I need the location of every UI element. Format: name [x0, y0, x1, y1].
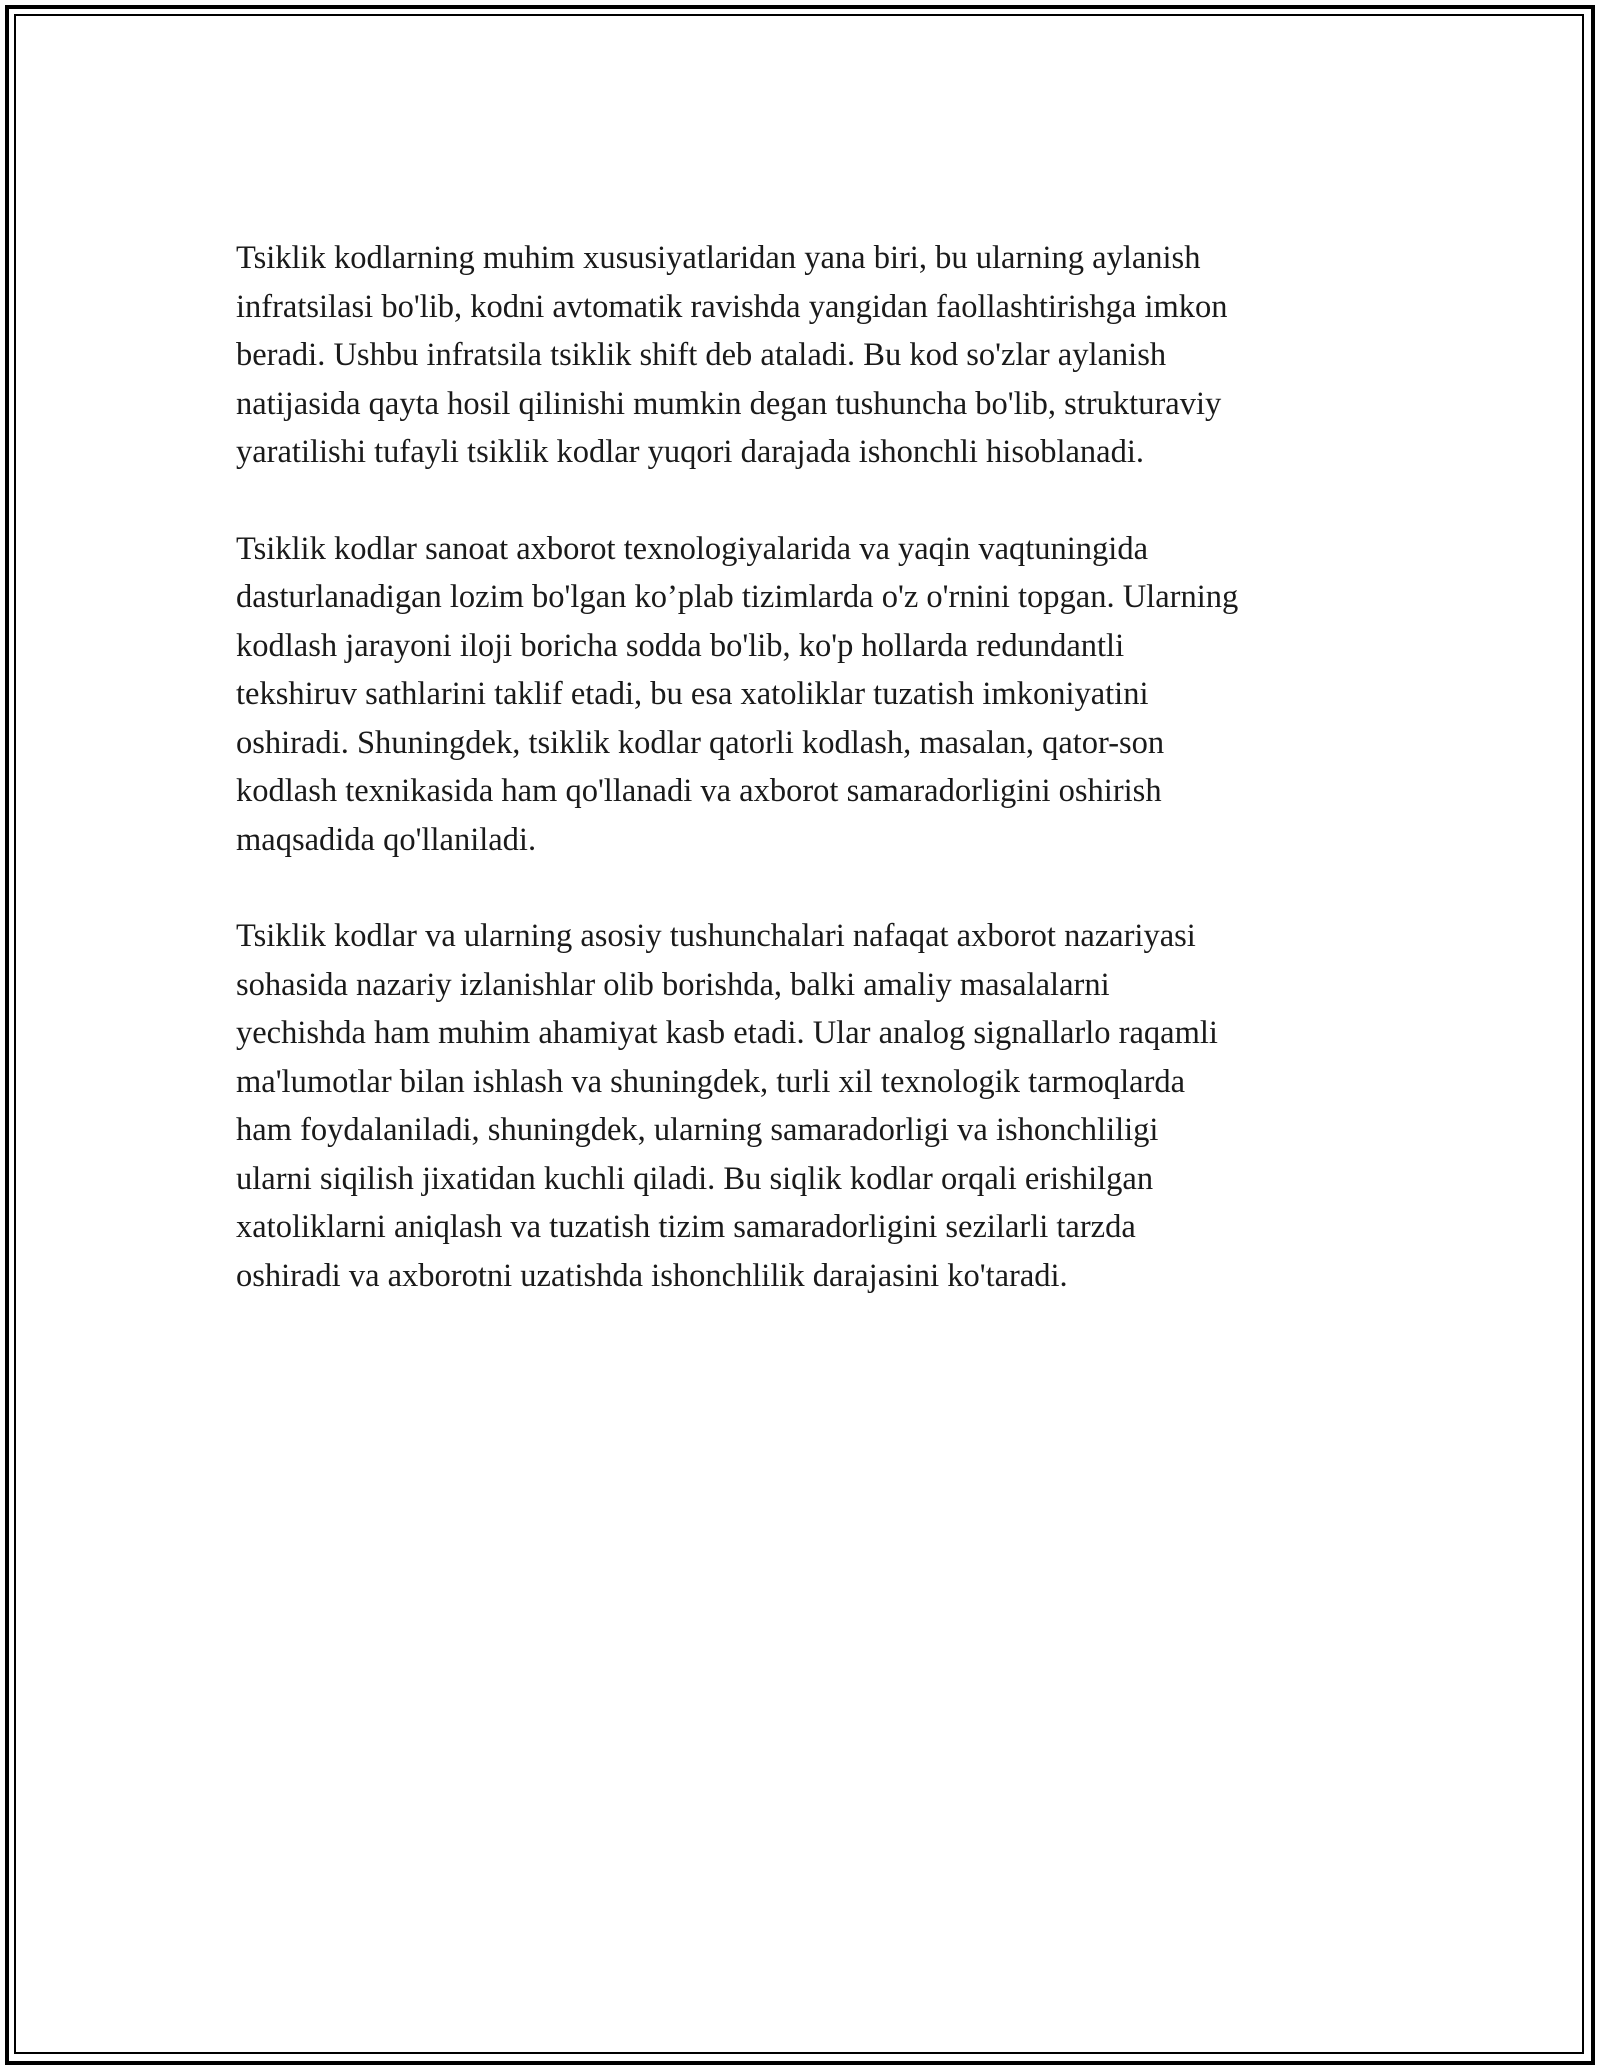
text-line: dasturlanadigan lozim bo'lgan ko’plab tizimlarda o'z o'rnini topgan. Ularning	[236, 579, 1239, 615]
text-line: Tsiklik kodlarning muhim xususiyatlaridan yana biri, bu ularning aylanish	[236, 240, 1201, 276]
text-line: oshiradi va axborotni uzatishda ishonchlilik darajasini ko'taradi.	[236, 1257, 1068, 1294]
text-line: maqsadida qo'llaniladi.	[236, 821, 537, 858]
text-line: Tsiklik kodlar va ularning asosiy tushunchalari nafaqat axborot nazariyasi	[236, 918, 1196, 954]
text-line: Tsiklik kodlar sanoat axborot texnologiyalarida va yaqin vaqtuningida	[236, 530, 1149, 567]
text-line: ularni siqilish jixatidan kuchli qiladi. Bu siqlik kodlar orqali erishilgan	[236, 1160, 1154, 1197]
text-line: tekshiruv sathlarini taklif etadi, bu esa xatoliklar tuzatish imkoniyatini	[236, 676, 1149, 712]
paragraph-2	[236, 525, 1376, 865]
text-line: yechishda ham muhim ahamiyat kasb etadi. Ular analog signallarlo raqamli	[236, 1015, 1218, 1051]
text-line: kodlash texnikasida ham qo'llanadi va axborot samaradorligini oshirish	[236, 773, 1162, 809]
text-line: ham foydalaniladi, shuningdek, ularning samaradorligi va ishonchliligi	[236, 1112, 1159, 1148]
text-line: natijasida qayta hosil qilinishi mumkin degan tushuncha bo'lib, strukturaviy	[236, 385, 1222, 422]
paragraph-1	[236, 234, 1376, 477]
text-line: infratsilasi bo'lib, kodni avtomatik ravishda yangidan faollashtirishga imkon	[236, 288, 1228, 325]
text-line: xatoliklarni aniqlash va tuzatish tizim samaradorligini sezilarli tarzda	[236, 1209, 1136, 1245]
text-line: ma'lumotlar bilan ishlash va shuningdek, turli xil texnologik tarmoqlarda	[236, 1063, 1186, 1100]
text-line: beradi. Ushbu infratsila tsiklik shift deb ataladi. Bu kod so'zlar aylanish	[236, 337, 1167, 373]
text-line: oshiradi. Shuningdek, tsiklik kodlar qatorli kodlash, masalan, qator-son	[236, 724, 1165, 761]
paragraph-3	[236, 912, 1376, 1300]
text-line: sohasida nazariy izlanishlar olib borishda, balki amaliy masalalarni	[236, 966, 1110, 1003]
text-line: yaratilishi tufayli tsiklik kodlar yuqori darajada ishonchli hisoblanadi.	[236, 434, 1145, 470]
text-line: kodlash jarayoni iloji boricha sodda bo'lib, ko'p hollarda redundantli	[236, 627, 1125, 664]
document-body	[236, 234, 1376, 1348]
